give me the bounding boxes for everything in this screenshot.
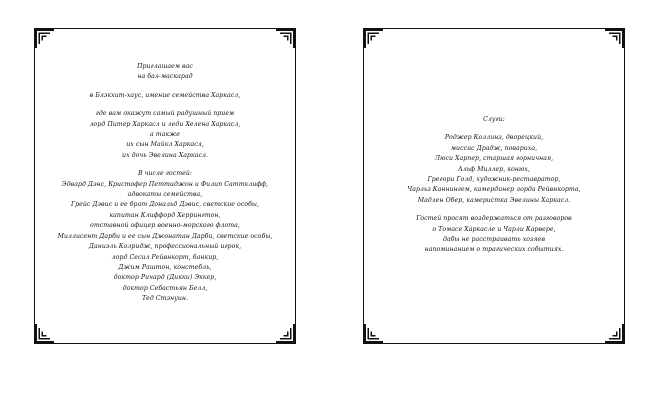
hosts-line: а также — [150, 131, 180, 139]
invitation-line: на бал-маскарад — [137, 73, 193, 81]
art-deco-corner-ornament — [605, 324, 625, 344]
guest-line: доктор Себастьян Белл, — [122, 284, 208, 292]
guest-line: капитан Клиффорд Херрингтон, — [109, 211, 221, 219]
notice-line: о Томасе Харкасле и Чарли Карвере, — [432, 225, 556, 233]
servants-heading: Слуги: — [483, 116, 505, 123]
art-deco-corner-ornament — [363, 28, 383, 48]
servant-line: Люси Харпер, старшая горничная, — [434, 155, 554, 163]
servants-text — [364, 115, 624, 256]
servant-line: миссис Драдж, повариха, — [450, 144, 538, 152]
guest-line: Миллисент Дарби и ее сын Джонатан Дарби, светские особы, — [57, 232, 273, 240]
invitation-card-left — [34, 28, 296, 344]
venue-line: в Блэкхит-хаус, имение семейства Харкасл, — [89, 91, 241, 99]
art-deco-corner-ornament — [34, 324, 54, 344]
guest-line: Даниэль Колридж, профессиональный игрок, — [88, 243, 242, 251]
guest-line: доктор Ричард (Дикки) Эккер, — [113, 274, 217, 282]
servant-line: Грегори Голд, художник-реставратор, — [427, 176, 561, 184]
guest-line: адвокаты семейства, — [127, 191, 203, 199]
art-deco-corner-ornament — [363, 324, 383, 344]
art-deco-corner-ornament — [276, 324, 296, 344]
guest-line: отставной офицер военно-морского флота, — [90, 222, 240, 230]
invitation-card-right — [363, 28, 625, 344]
servant-line: Роджер Коллинз, дворецкий, — [444, 134, 544, 142]
guest-line: Грейс Дэвис и ее брат Дональд Дэвис, светские особы, — [70, 201, 260, 209]
art-deco-corner-ornament — [276, 28, 296, 48]
guest-line: Джим Раштон, констебль, — [118, 263, 212, 271]
hosts-line: лорд Питер Харкасл и леди Хелена Харкасл, — [89, 120, 241, 128]
guest-line: Тед Стэнуин. — [141, 295, 189, 303]
servant-line: Мадлен Обер, камеристка Эвелины Харкасл. — [417, 196, 571, 204]
notice-line: напоминанием о трагических событиях. — [424, 246, 564, 254]
guest-line: лорд Сесил Рейвнкорт, банкир, — [111, 253, 219, 261]
invitation-line: Приглашаем вас — [137, 63, 193, 70]
notice-line: Гостей просят воздержаться от разговоров — [416, 215, 572, 223]
art-deco-corner-ornament — [605, 28, 625, 48]
art-deco-corner-ornament — [34, 28, 54, 48]
notice-line: дабы не расстраивать хозяев — [443, 236, 545, 244]
servant-line: Альф Миллер, конюх, — [458, 165, 530, 173]
servant-line: Чарльз Каннингем, камердинер лорда Рейвнкорта, — [407, 186, 581, 194]
invitation-text — [35, 62, 295, 305]
hosts-line: где вам окажут самый радушный прием — [95, 110, 235, 118]
hosts-line: их дочь Эвелина Харкасл. — [122, 151, 208, 159]
hosts-line: их сын Майкл Харкасл, — [126, 141, 204, 149]
guest-line: Эдвард Дэнс, Кристофер Петтиджон и Филип Саттклифф, — [61, 180, 269, 188]
guests-heading: В числе гостей: — [137, 170, 193, 178]
